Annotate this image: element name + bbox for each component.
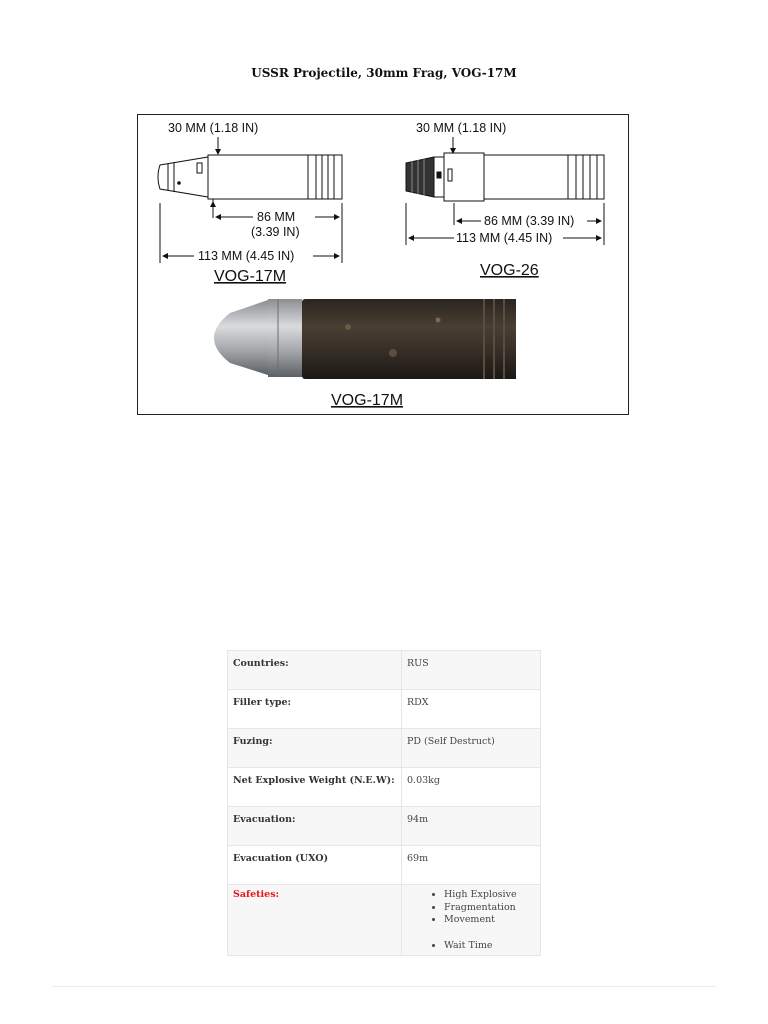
row-value: RDX: [402, 690, 541, 729]
table-row: [228, 768, 541, 807]
row-label: Evacuation (UXO): [228, 846, 402, 885]
footer-divider: [52, 986, 716, 987]
row-label: Evacuation:: [228, 807, 402, 846]
vog17m-overall-label: 113 MM (4.45 IN): [198, 249, 295, 263]
vog17m-caption: VOG-17M: [214, 268, 287, 285]
row-value: 0.03kg: [402, 768, 541, 807]
vog17m-photo: [214, 299, 516, 379]
list-item: • Wait Time: [444, 940, 535, 953]
vog26-line-drawing: [406, 153, 604, 201]
vog26-diameter-label: 30 MM (1.18 IN): [416, 121, 507, 135]
row-value: 94m: [402, 807, 541, 846]
photo-caption: VOG-17M: [331, 392, 404, 409]
table-row-safeties: [228, 885, 541, 956]
specification-table: [227, 650, 541, 956]
safeties-list: [407, 889, 535, 952]
row-value: 69m: [402, 846, 541, 885]
diagram-svg: [138, 115, 627, 413]
row-label: Filler type:: [228, 690, 402, 729]
list-item: • Movement: [444, 914, 535, 927]
vog17m-line-drawing: [158, 155, 342, 199]
safeties-label: Safeties:: [228, 885, 402, 956]
vog17m-length-inch-label: (3.39 IN): [251, 225, 300, 239]
vog26-length-label: 86 MM (3.39 IN): [484, 214, 575, 228]
vog26-caption: VOG-26: [480, 262, 539, 279]
table-row: [228, 807, 541, 846]
row-value: PD (Self Destruct): [402, 729, 541, 768]
list-item: • High Explosive: [444, 889, 535, 902]
safeties-value: [402, 885, 541, 956]
vog17m-diameter-label: 30 MM (1.18 IN): [168, 121, 259, 135]
page-title: USSR Projectile, 30mm Frag, VOG-17M: [251, 66, 517, 80]
table-row: [228, 846, 541, 885]
table-row: [228, 651, 541, 690]
table-row: [228, 729, 541, 768]
row-label: Fuzing:: [228, 729, 402, 768]
vog26-overall-label: 113 MM (4.45 IN): [456, 231, 553, 245]
projectile-diagram: [137, 114, 629, 415]
vog17m-length-label: 86 MM: [257, 210, 296, 224]
row-label: Countries:: [228, 651, 402, 690]
list-item: • Fragmentation: [444, 902, 535, 915]
row-value: RUS: [402, 651, 541, 690]
row-label: Net Explosive Weight (N.E.W):: [228, 768, 402, 807]
table-row: [228, 690, 541, 729]
